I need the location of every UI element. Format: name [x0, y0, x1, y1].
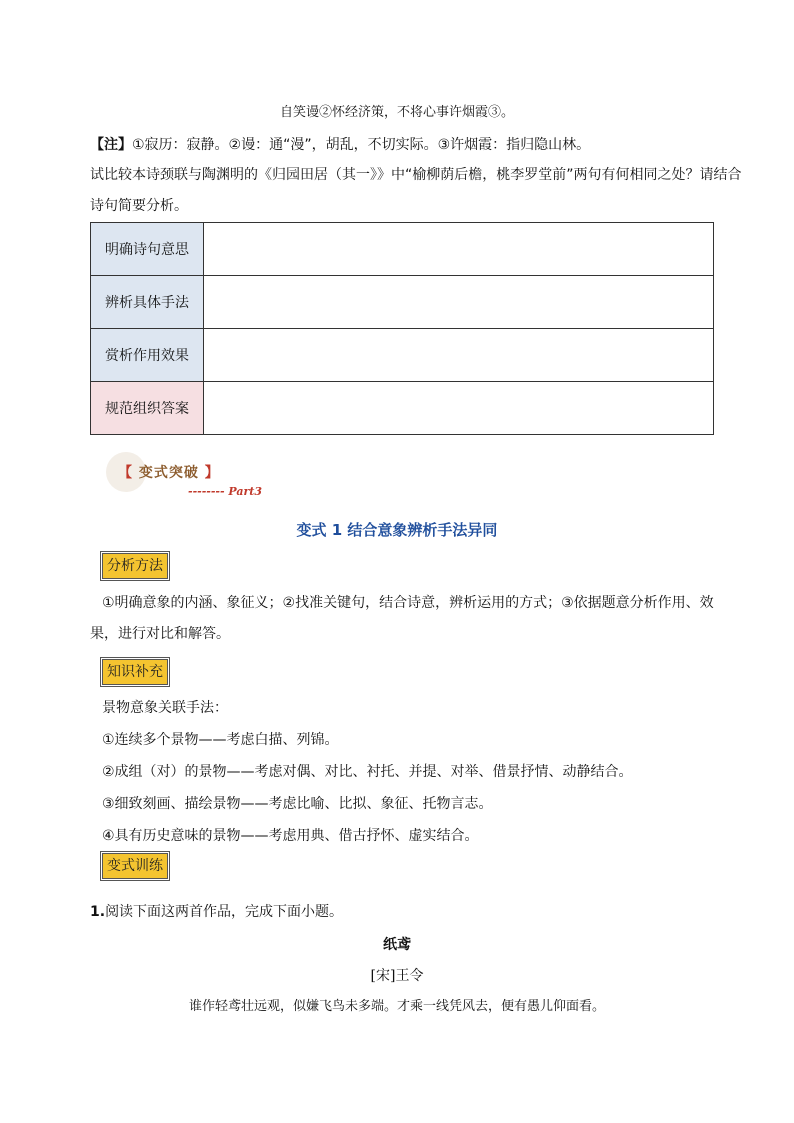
- banner-open-bracket: 【: [118, 465, 133, 481]
- answer-cell: [204, 329, 714, 382]
- answer-cell: [204, 382, 714, 435]
- list-item: ④具有历史意味的景物——考虑用典、借古抒怀、虚实结合。: [102, 828, 479, 844]
- list-item: ①连续多个景物——考虑白描、列锦。: [102, 732, 339, 748]
- method-table: [90, 222, 714, 435]
- table-row: [91, 276, 714, 329]
- poem-author: [宋]王令: [370, 968, 424, 984]
- answer-cell: [204, 276, 714, 329]
- banner-part-label: -------- Part3: [188, 485, 262, 498]
- tag-analysis-method: 分析方法: [102, 553, 168, 579]
- analysis-line-1: ①明确意象的内涵、象征义；②找准关键句，结合诗意，辨析运用的方式；③依据题意分析作用、效: [102, 595, 714, 611]
- list-item: ③细致刻画、描绘景物——考虑比喻、比拟、象征、托物言志。: [102, 796, 493, 812]
- poem-title: 纸鸢: [383, 937, 411, 953]
- variant-subheading: 变式 1 结合意象辨析手法异同: [296, 521, 498, 539]
- tag-knowledge: 知识补充: [102, 659, 168, 685]
- table-row: [91, 382, 714, 435]
- row-label: 明确诗句意思: [91, 223, 204, 276]
- annotation-note: [90, 135, 590, 155]
- question-line-2: 诗句简要分析。: [90, 198, 188, 214]
- question-line-1: 试比较本诗颈联与陶渊明的《归园田居（其一》》中“榆柳荫后檐，桃李罗堂前”两句有何相同之处？请结合: [90, 167, 742, 183]
- knowledge-intro: 景物意象关联手法：: [102, 700, 228, 716]
- table-row: [91, 329, 714, 382]
- exercise-prompt-text: 阅读下面这两首作品，完成下面小题。: [105, 904, 344, 920]
- tag-training: 变式训练: [102, 853, 168, 879]
- note-label: 【注】: [90, 137, 132, 153]
- poem-line: 谁作轻鸢壮远观，似嫌飞鸟未多端。才乘一线凭风去，便有愚儿仰面看。: [188, 999, 605, 1014]
- exercise-prompt: [90, 902, 343, 922]
- row-label: 辨析具体手法: [91, 276, 204, 329]
- note-text: ①寂历：寂静。②谩：通“漫”，胡乱，不切实际。③许烟霞：指归隐山林。: [132, 137, 591, 153]
- exercise-number: 1.: [90, 904, 106, 920]
- table-row: [91, 223, 714, 276]
- row-label: 规范组织答案: [91, 382, 204, 435]
- analysis-line-2: 果，进行对比和解答。: [90, 626, 230, 642]
- answer-cell: [204, 223, 714, 276]
- section-banner-title: [118, 462, 220, 482]
- list-item: ②成组（对）的景物——考虑对偶、对比、衬托、并提、对举、借景抒情、动静结合。: [102, 764, 633, 780]
- banner-close-bracket: 】: [204, 465, 220, 481]
- banner-title-text: 变式突破: [138, 465, 199, 481]
- row-label: 赏析作用效果: [91, 329, 204, 382]
- poem-line-top: 自笑谩②怀经济策，不将心事许烟霞③。: [279, 105, 514, 120]
